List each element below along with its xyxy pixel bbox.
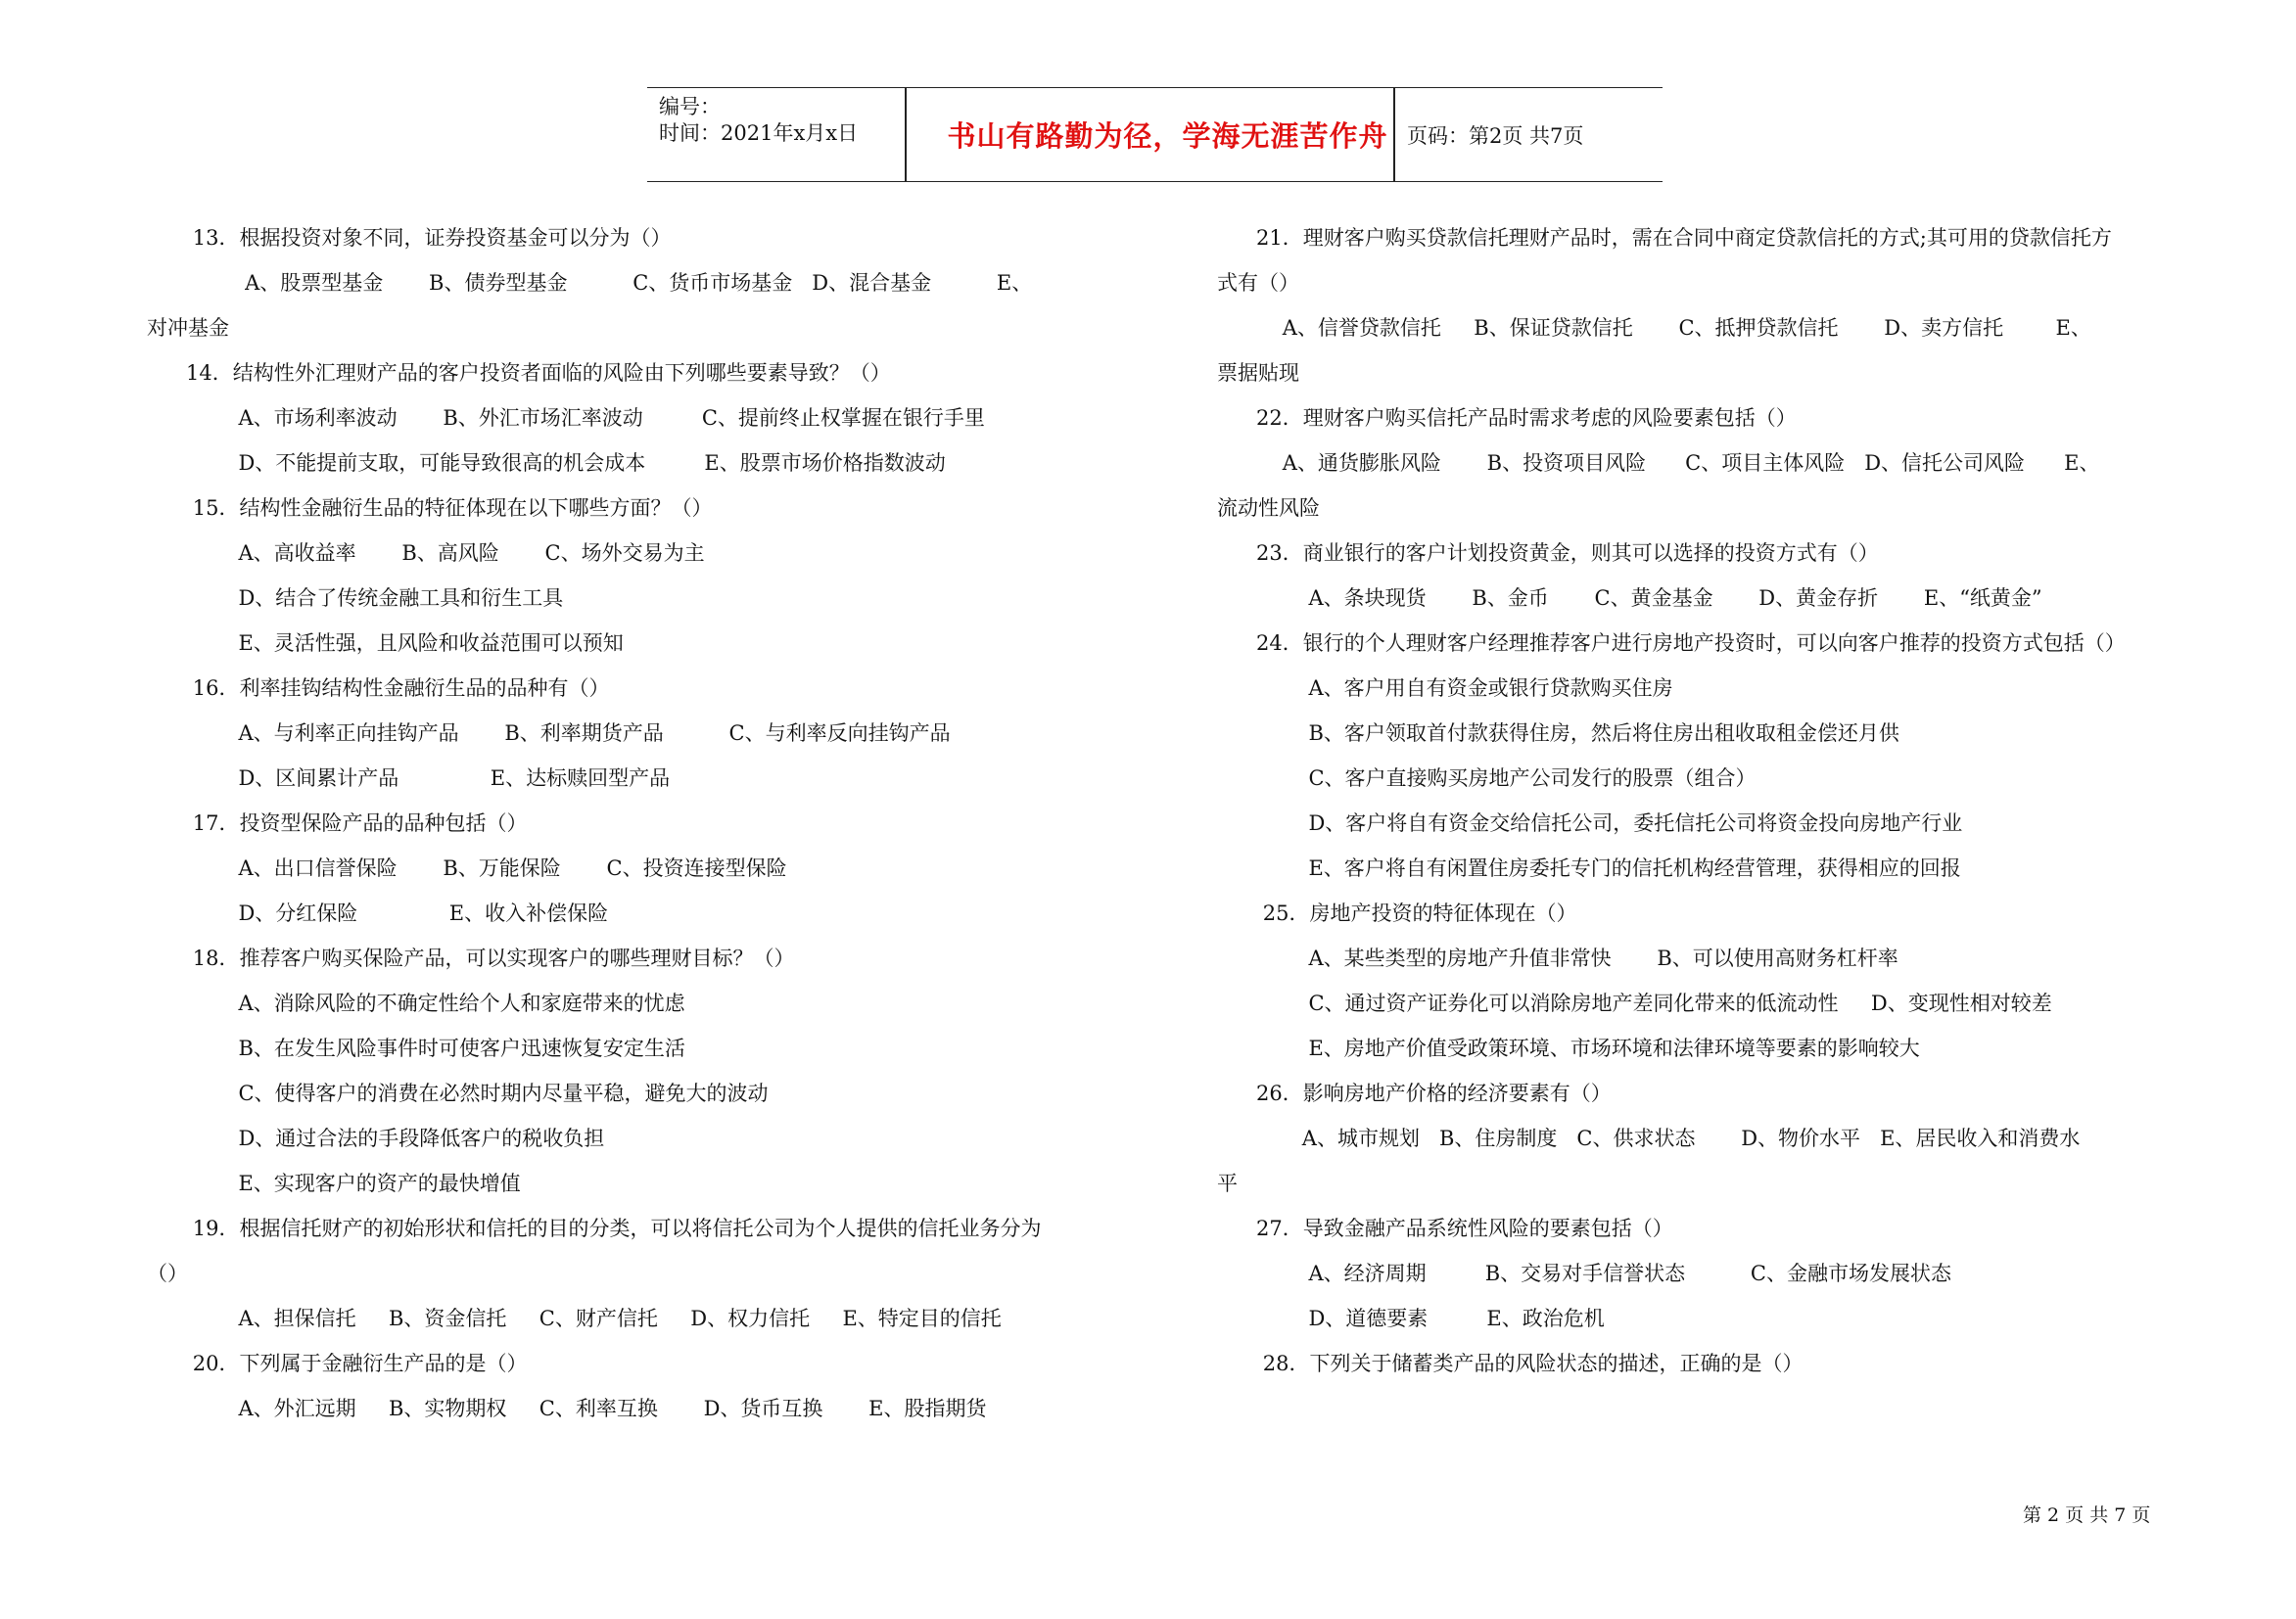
text-line: E、实现客户的资产的最快增值 <box>147 1172 521 1195</box>
text-line: C、使得客户的消费在必然时期内尽量平稳，避免大的波动 <box>147 1082 769 1105</box>
text-line: 27．导致金融产品系统性风险的要素包括（） <box>1217 1217 1673 1240</box>
text-line: 22．理财客户购买信托产品时需求考虑的风险要素包括（） <box>1217 406 1797 430</box>
text-line: E、客户将自有闲置住房委托专门的信托机构经营管理，获得相应的回报 <box>1217 856 1961 880</box>
header-time-label: 时间：2021年x月x日 <box>659 121 859 145</box>
text-line: 17．投资型保险产品的品种包括（） <box>147 811 528 835</box>
text-line: A、经济周期 B、交易对手信誉状态 C、金融市场发展状态 <box>1217 1262 1951 1285</box>
text-line: 28．下列关于储蓄类产品的风险状态的描述，正确的是（） <box>1217 1352 1804 1375</box>
text-line: D、结合了传统金融工具和衍生工具 <box>147 586 564 610</box>
text-line: 23．商业银行的客户计划投资黄金，则其可以选择的投资方式有（） <box>1217 541 1879 565</box>
header-page-label: 页码：第2页 共7页 <box>1407 123 1584 148</box>
text-line: A、股票型基金 B、债券型基金 C、货币市场基金 D、混合基金 E、 <box>147 271 1033 295</box>
text-line: A、与利率正向挂钩产品 B、利率期货产品 C、与利率反向挂钩产品 <box>147 721 951 745</box>
text-line: C、通过资产证券化可以消除房地产差同化带来的低流动性 D、变现性相对较差 <box>1217 992 2052 1015</box>
text-line: A、条块现货 B、金币 C、黄金基金 D、黄金存折 E、“纸黄金” <box>1217 586 2042 610</box>
text-line: D、客户将自有资金交给信托公司，委托信托公司将资金投向房地产行业 <box>1217 811 1963 835</box>
text-line: 对冲基金 <box>147 316 229 340</box>
text-line: 25．房地产投资的特征体现在（） <box>1217 902 1577 925</box>
text-line: 18．推荐客户购买保险产品，可以实现客户的哪些理财目标？（） <box>147 947 795 970</box>
text-line: 19．根据信托财产的初始形状和信托的目的分类，可以将信托公司为个人提供的信托业务分为 <box>147 1217 1042 1240</box>
text-line: A、消除风险的不确定性给个人和家庭带来的忧虑 <box>147 992 685 1015</box>
text-line: 平 <box>1217 1172 1238 1195</box>
text-line: 20．下列属于金融衍生产品的是（） <box>147 1352 528 1375</box>
right-column <box>1217 215 2172 1386</box>
header-motto: 书山有路勤为径，学海无涯苦作舟 <box>947 119 1388 153</box>
text-line: D、道德要素 E、政治危机 <box>1217 1307 1605 1330</box>
text-line: B、在发生风险事件时可使客户迅速恢复安定生活 <box>147 1037 685 1060</box>
text-line: A、外汇远期 B、实物期权 C、利率互换 D、货币互换 E、股指期货 <box>147 1397 987 1420</box>
text-line: E、房地产价值受政策环境、市场环境和法律环境等要素的影响较大 <box>1217 1037 1920 1060</box>
page-footer: 第 2 页 共 7 页 <box>2023 1504 2151 1526</box>
text-line: D、通过合法的手段降低客户的税收负担 <box>147 1127 605 1150</box>
text-line: 21．理财客户购买贷款信托理财产品时，需在合同中商定贷款信托的方式;其可用的贷款信托方 <box>1217 226 2112 250</box>
header-number-label: 编号： <box>659 95 721 118</box>
header-divider <box>905 88 907 181</box>
text-line: 26．影响房地产价格的经济要素有（） <box>1217 1082 1612 1105</box>
text-line: 15．结构性金融衍生品的特征体现在以下哪些方面？（） <box>147 496 713 520</box>
text-line: （） <box>147 1262 188 1285</box>
text-line: E、灵活性强，且风险和收益范围可以预知 <box>147 631 624 655</box>
left-column <box>147 215 1087 1431</box>
text-line: C、客户直接购买房地产公司发行的股票（组合） <box>1217 766 1757 790</box>
text-line: 16．利率挂钩结构性金融衍生品的品种有（） <box>147 676 610 700</box>
text-line: 流动性风险 <box>1217 496 1320 520</box>
text-line: A、高收益率 B、高风险 C、场外交易为主 <box>147 541 705 565</box>
text-line: A、城市规划 B、住房制度 C、供求状态 D、物价水平 E、居民收入和消费水 <box>1217 1127 2081 1150</box>
text-line: A、市场利率波动 B、外汇市场汇率波动 C、提前终止权掌握在银行手里 <box>147 406 985 430</box>
text-line: A、担保信托 B、资金信托 C、财产信托 D、权力信托 E、特定目的信托 <box>147 1307 1002 1330</box>
header-info <box>659 94 858 147</box>
text-line: D、区间累计产品 E、达标赎回型产品 <box>147 766 671 790</box>
text-line: A、某些类型的房地产升值非常快 B、可以使用高财务杠杆率 <box>1217 947 1898 970</box>
text-line: B、客户领取首付款获得住房，然后将住房出租收取租金偿还月供 <box>1217 721 1899 745</box>
text-line: 13．根据投资对象不同，证券投资基金可以分为（） <box>147 226 672 250</box>
page-header <box>647 87 1663 182</box>
text-line: A、客户用自有资金或银行贷款购买住房 <box>1217 676 1673 700</box>
text-line: 14．结构性外汇理财产品的客户投资者面临的风险由下列哪些要素导致？（） <box>147 361 891 385</box>
text-line: 票据贴现 <box>1217 361 1299 385</box>
text-line: A、通货膨胀风险 B、投资项目风险 C、项目主体风险 D、信托公司风险 E、 <box>1217 451 2100 475</box>
text-line: D、不能提前支取，可能导致很高的机会成本 E、股票市场价格指数波动 <box>147 451 946 475</box>
text-line: 24．银行的个人理财客户经理推荐客户进行房地产投资时，可以向客户推荐的投资方式包括（） <box>1217 631 2126 655</box>
text-line: A、信誉贷款信托 B、保证贷款信托 C、抵押贷款信托 D、卖方信托 E、 <box>1217 316 2091 340</box>
text-line: A、出口信誉保险 B、万能保险 C、投资连接型保险 <box>147 856 787 880</box>
text-line: D、分红保险 E、收入补偿保险 <box>147 902 609 925</box>
text-line: 式有（） <box>1217 271 1299 295</box>
